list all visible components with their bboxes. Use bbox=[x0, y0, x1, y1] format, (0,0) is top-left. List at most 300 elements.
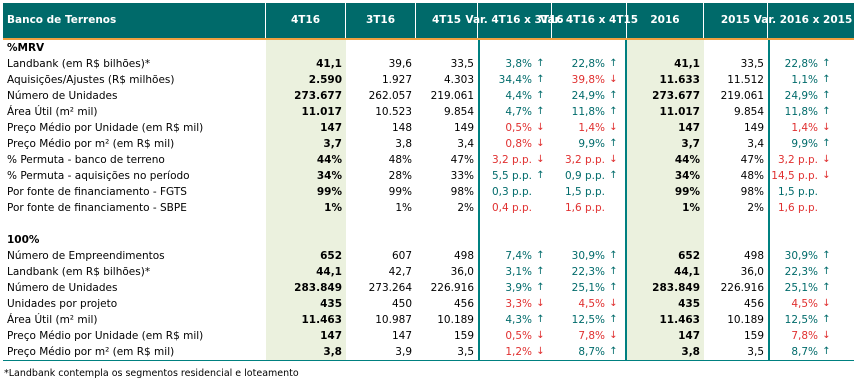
row-label: % Permuta - banco de terreno bbox=[7, 154, 165, 166]
variation-value: 12,5% bbox=[571, 314, 605, 326]
footnote: *Landbank contempla os segmentos residencial e loteamento bbox=[4, 368, 299, 379]
variation-value: 8,7% bbox=[791, 346, 818, 358]
value-2015: 33,5 bbox=[740, 58, 764, 70]
var-4t16-3t16 bbox=[478, 200, 552, 216]
variation-value: 3,2 p.p. bbox=[491, 154, 532, 166]
value-3t16: 28% bbox=[388, 170, 412, 182]
var-4t16-3t16 bbox=[478, 72, 552, 88]
section-spacer bbox=[627, 40, 704, 56]
var-4t16-3t16 bbox=[478, 296, 552, 312]
value-2016: 1% bbox=[627, 200, 704, 216]
arrow-down-icon: ↓ bbox=[536, 122, 545, 133]
variation-value: 22,8% bbox=[571, 58, 605, 70]
header-title: Banco de Terrenos bbox=[3, 3, 266, 38]
var-4t16-4t15 bbox=[552, 296, 627, 312]
value-3t16: 3,8 bbox=[395, 138, 412, 150]
gap-cell bbox=[478, 216, 552, 232]
header-2016: 2016 bbox=[627, 3, 704, 38]
value-4t16: 652 bbox=[266, 248, 346, 264]
variation-value: 9,9% bbox=[791, 138, 818, 150]
value-2016: 3,7 bbox=[627, 136, 704, 152]
table-row bbox=[3, 344, 854, 361]
variation-value: 1,5 p.p. bbox=[564, 186, 605, 198]
value-4t15: 226.916 bbox=[430, 282, 474, 294]
value-3t16: 1.927 bbox=[381, 74, 412, 86]
var-4t16-3t16 bbox=[478, 312, 552, 328]
value-4t15: 159 bbox=[453, 330, 474, 342]
variation-value: 30,9% bbox=[571, 250, 605, 262]
row-label: Preço Médio por m² (em R$ mil) bbox=[7, 346, 175, 358]
gap-cell bbox=[346, 216, 416, 232]
value-2015: 2% bbox=[747, 202, 764, 214]
variation-value: 11,8% bbox=[571, 106, 605, 118]
value-2015: 11.512 bbox=[727, 74, 764, 86]
variation-value: 22,3% bbox=[571, 266, 605, 278]
section-spacer bbox=[266, 40, 346, 56]
table-row bbox=[3, 136, 854, 152]
var-2016-2015 bbox=[768, 312, 838, 328]
var-4t16-4t15 bbox=[552, 136, 627, 152]
value-4t16: 99% bbox=[266, 184, 346, 200]
value-2015: 226.916 bbox=[720, 282, 764, 294]
variation-value: 5,5 p.p. bbox=[491, 170, 532, 182]
row-label: Por fonte de financiamento - SBPE bbox=[7, 202, 187, 214]
table-row bbox=[3, 264, 854, 280]
arrow-up-icon: ↑ bbox=[822, 266, 831, 277]
value-4t16: 435 bbox=[266, 296, 346, 312]
section-spacer bbox=[768, 232, 838, 248]
variation-value: 4,5% bbox=[578, 298, 605, 310]
arrow-up-icon: ↑ bbox=[536, 58, 545, 69]
var-4t16-3t16 bbox=[478, 344, 552, 360]
section-spacer bbox=[768, 40, 838, 56]
section-spacer bbox=[266, 232, 346, 248]
value-2016: 435 bbox=[627, 296, 704, 312]
arrow-down-icon: ↓ bbox=[609, 122, 618, 133]
value-2015: 456 bbox=[743, 298, 764, 310]
arrow-up-icon: ↑ bbox=[536, 282, 545, 293]
var-2016-2015 bbox=[768, 72, 838, 88]
variation-value: 4,5% bbox=[791, 298, 818, 310]
row-label: Área Útil (m² mil) bbox=[7, 314, 98, 326]
var-4t16-4t15 bbox=[552, 120, 627, 136]
row-label: % Permuta - aquisições no período bbox=[7, 170, 190, 182]
var-4t16-3t16 bbox=[478, 328, 552, 344]
table-row bbox=[3, 168, 854, 184]
value-3t16: 10.987 bbox=[375, 314, 412, 326]
table-row bbox=[3, 56, 854, 72]
no-arrow-spacer bbox=[821, 200, 832, 216]
header-var-4t16-4t15: Var. 4T16 x 4T15 bbox=[552, 3, 627, 38]
value-4t15: 4.303 bbox=[443, 74, 474, 86]
header-4t15: 4T15 bbox=[416, 3, 478, 38]
value-4t15: 2% bbox=[457, 202, 474, 214]
variation-value: 12,5% bbox=[784, 314, 818, 326]
table-row bbox=[3, 88, 854, 104]
arrow-down-icon: ↓ bbox=[609, 154, 618, 165]
arrow-up-icon: ↑ bbox=[822, 74, 831, 85]
var-4t16-3t16 bbox=[478, 120, 552, 136]
value-3t16: 147 bbox=[391, 330, 412, 342]
var-4t16-3t16 bbox=[478, 152, 552, 168]
var-4t16-4t15 bbox=[552, 312, 627, 328]
var-2016-2015 bbox=[768, 344, 838, 360]
section-spacer bbox=[627, 232, 704, 248]
variation-value: 1,4% bbox=[791, 122, 818, 134]
section-spacer bbox=[416, 232, 478, 248]
var-4t16-4t15 bbox=[552, 344, 627, 360]
arrow-down-icon: ↓ bbox=[609, 330, 618, 341]
value-4t16: 34% bbox=[266, 168, 346, 184]
var-2016-2015 bbox=[768, 120, 838, 136]
arrow-up-icon: ↑ bbox=[609, 138, 618, 149]
value-2015: 10.189 bbox=[727, 314, 764, 326]
value-2015: 219.061 bbox=[720, 90, 764, 102]
variation-value: 3,2 p.p. bbox=[564, 154, 605, 166]
value-4t16: 147 bbox=[266, 120, 346, 136]
no-arrow-spacer bbox=[535, 184, 546, 200]
variation-value: 1,1% bbox=[791, 74, 818, 86]
table-row bbox=[3, 104, 854, 120]
value-2015: 9.854 bbox=[733, 106, 764, 118]
variation-value: 3,9% bbox=[505, 282, 532, 294]
var-4t16-3t16 bbox=[478, 264, 552, 280]
value-2016: 99% bbox=[627, 184, 704, 200]
arrow-up-icon: ↑ bbox=[609, 58, 618, 69]
var-4t16-3t16 bbox=[478, 136, 552, 152]
value-2016: 44% bbox=[627, 152, 704, 168]
var-2016-2015 bbox=[768, 200, 838, 216]
variation-value: 1,2% bbox=[505, 346, 532, 358]
row-label: Área Útil (m² mil) bbox=[7, 106, 98, 118]
section-spacer bbox=[552, 40, 627, 56]
arrow-down-icon: ↓ bbox=[609, 298, 618, 309]
arrow-up-icon: ↑ bbox=[536, 314, 545, 325]
table-row bbox=[3, 152, 854, 168]
value-2015: 498 bbox=[743, 250, 764, 262]
var-2016-2015 bbox=[768, 264, 838, 280]
row-label: Preço Médio por Unidade (em R$ mil) bbox=[7, 122, 204, 134]
arrow-up-icon: ↑ bbox=[536, 90, 545, 101]
arrow-up-icon: ↑ bbox=[609, 90, 618, 101]
table-row bbox=[3, 296, 854, 312]
variation-value: 1,6 p.p. bbox=[564, 202, 605, 214]
value-2015: 3,4 bbox=[747, 138, 764, 150]
arrow-up-icon: ↑ bbox=[536, 74, 545, 85]
value-4t16: 11.463 bbox=[266, 312, 346, 328]
var-4t16-3t16 bbox=[478, 88, 552, 104]
var-2016-2015 bbox=[768, 168, 838, 184]
var-4t16-4t15 bbox=[552, 328, 627, 344]
arrow-up-icon: ↑ bbox=[822, 346, 831, 357]
table-row bbox=[3, 312, 854, 328]
header-2015: 2015 bbox=[704, 3, 768, 38]
var-4t16-3t16 bbox=[478, 248, 552, 264]
arrow-up-icon: ↑ bbox=[609, 250, 618, 261]
arrow-up-icon: ↑ bbox=[822, 314, 831, 325]
variation-value: 24,9% bbox=[784, 90, 818, 102]
section-spacer bbox=[478, 232, 552, 248]
no-arrow-spacer bbox=[821, 184, 832, 200]
var-4t16-4t15 bbox=[552, 184, 627, 200]
gap-cell bbox=[266, 216, 346, 232]
variation-value: 0,8% bbox=[505, 138, 532, 150]
value-3t16: 10.523 bbox=[375, 106, 412, 118]
section-spacer bbox=[478, 40, 552, 56]
value-4t15: 33,5 bbox=[450, 58, 474, 70]
arrow-up-icon: ↑ bbox=[609, 314, 618, 325]
variation-value: 4,3% bbox=[505, 314, 532, 326]
table-row bbox=[3, 120, 854, 136]
var-2016-2015 bbox=[768, 136, 838, 152]
variation-value: 14,5 p.p. bbox=[771, 170, 818, 182]
arrow-up-icon: ↑ bbox=[536, 250, 545, 261]
table-row bbox=[3, 328, 854, 344]
row-label: Landbank (em R$ bilhões)* bbox=[7, 58, 151, 70]
arrow-down-icon: ↓ bbox=[536, 298, 545, 309]
section-spacer bbox=[346, 40, 416, 56]
arrow-up-icon: ↑ bbox=[822, 282, 831, 293]
row-label: Preço Médio por Unidade (em R$ mil) bbox=[7, 330, 204, 342]
gap-cell bbox=[3, 216, 266, 232]
variation-value: 7,4% bbox=[505, 250, 532, 262]
value-2016: 3,8 bbox=[627, 344, 704, 360]
value-2015: 98% bbox=[740, 186, 764, 198]
value-3t16: 48% bbox=[388, 154, 412, 166]
var-2016-2015 bbox=[768, 328, 838, 344]
value-2015: 3,5 bbox=[747, 346, 764, 358]
row-label: Número de Unidades bbox=[7, 90, 118, 102]
gap-cell bbox=[416, 216, 478, 232]
var-2016-2015 bbox=[768, 296, 838, 312]
no-arrow-spacer bbox=[608, 200, 619, 216]
arrow-down-icon: ↓ bbox=[822, 170, 831, 181]
value-4t15: 9.854 bbox=[443, 106, 474, 118]
var-4t16-4t15 bbox=[552, 280, 627, 296]
arrow-up-icon: ↑ bbox=[822, 106, 831, 117]
section-title: 100% bbox=[7, 234, 40, 246]
section-spacer bbox=[552, 232, 627, 248]
variation-value: 3,3% bbox=[505, 298, 532, 310]
header-var-4t16-3t16: Var. 4T16 x 3T16 bbox=[478, 3, 552, 38]
value-3t16: 1% bbox=[395, 202, 412, 214]
variation-value: 25,1% bbox=[784, 282, 818, 294]
no-arrow-spacer bbox=[608, 184, 619, 200]
section-gap bbox=[3, 216, 854, 232]
variation-value: 8,7% bbox=[578, 346, 605, 358]
row-label: Por fonte de financiamento - FGTS bbox=[7, 186, 187, 198]
var-4t16-4t15 bbox=[552, 152, 627, 168]
var-4t16-4t15 bbox=[552, 248, 627, 264]
variation-value: 7,8% bbox=[578, 330, 605, 342]
value-2015: 48% bbox=[740, 170, 764, 182]
arrow-up-icon: ↑ bbox=[822, 90, 831, 101]
value-4t16: 41,1 bbox=[266, 56, 346, 72]
arrow-down-icon: ↓ bbox=[536, 138, 545, 149]
arrow-down-icon: ↓ bbox=[822, 122, 831, 133]
arrow-down-icon: ↓ bbox=[609, 74, 618, 85]
table-row bbox=[3, 184, 854, 200]
value-4t15: 10.189 bbox=[437, 314, 474, 326]
value-4t16: 44% bbox=[266, 152, 346, 168]
var-2016-2015 bbox=[768, 152, 838, 168]
arrow-up-icon: ↑ bbox=[609, 170, 618, 181]
variation-value: 4,7% bbox=[505, 106, 532, 118]
gap-cell bbox=[768, 216, 838, 232]
value-3t16: 39,6 bbox=[388, 58, 412, 70]
value-4t16: 1% bbox=[266, 200, 346, 216]
row-label: Unidades por projeto bbox=[7, 298, 118, 310]
var-4t16-4t15 bbox=[552, 88, 627, 104]
value-3t16: 148 bbox=[391, 122, 412, 134]
value-4t16: 273.677 bbox=[266, 88, 346, 104]
value-2016: 11.633 bbox=[627, 72, 704, 88]
value-4t16: 2.590 bbox=[266, 72, 346, 88]
value-4t15: 456 bbox=[453, 298, 474, 310]
variation-value: 0,3 p.p. bbox=[491, 186, 532, 198]
var-4t16-3t16 bbox=[478, 56, 552, 72]
section-spacer bbox=[704, 232, 768, 248]
value-2016: 147 bbox=[627, 328, 704, 344]
value-2016: 41,1 bbox=[627, 56, 704, 72]
value-3t16: 607 bbox=[391, 250, 412, 262]
var-4t16-4t15 bbox=[552, 168, 627, 184]
value-4t15: 33% bbox=[450, 170, 474, 182]
var-4t16-3t16 bbox=[478, 104, 552, 120]
arrow-down-icon: ↓ bbox=[822, 330, 831, 341]
header-4t16: 4T16 bbox=[266, 3, 346, 38]
variation-value: 30,9% bbox=[784, 250, 818, 262]
variation-value: 3,2 p.p. bbox=[777, 154, 818, 166]
row-label: Landbank (em R$ bilhões)* bbox=[7, 266, 151, 278]
table-body bbox=[3, 38, 854, 361]
var-4t16-4t15 bbox=[552, 56, 627, 72]
var-2016-2015 bbox=[768, 280, 838, 296]
value-2016: 283.849 bbox=[627, 280, 704, 296]
variation-value: 0,4 p.p. bbox=[491, 202, 532, 214]
var-4t16-4t15 bbox=[552, 264, 627, 280]
value-4t16: 3,8 bbox=[266, 344, 346, 360]
section-spacer bbox=[346, 232, 416, 248]
value-3t16: 273.264 bbox=[368, 282, 412, 294]
variation-value: 3,8% bbox=[505, 58, 532, 70]
table-row bbox=[3, 280, 854, 296]
var-4t16-3t16 bbox=[478, 184, 552, 200]
row-label: Número de Unidades bbox=[7, 282, 118, 294]
value-4t15: 98% bbox=[450, 186, 474, 198]
arrow-down-icon: ↓ bbox=[822, 154, 831, 165]
variation-value: 34,4% bbox=[498, 74, 532, 86]
variation-value: 25,1% bbox=[571, 282, 605, 294]
var-4t16-3t16 bbox=[478, 280, 552, 296]
value-2016: 652 bbox=[627, 248, 704, 264]
variation-value: 39,8% bbox=[571, 74, 605, 86]
table-header bbox=[3, 3, 854, 38]
var-4t16-3t16 bbox=[478, 168, 552, 184]
row-label: Preço Médio por m² (em R$ mil) bbox=[7, 138, 175, 150]
arrow-up-icon: ↑ bbox=[536, 106, 545, 117]
arrow-down-icon: ↓ bbox=[536, 346, 545, 357]
value-4t15: 149 bbox=[453, 122, 474, 134]
value-4t15: 498 bbox=[453, 250, 474, 262]
value-4t16: 3,7 bbox=[266, 136, 346, 152]
variation-value: 1,5 p.p. bbox=[777, 186, 818, 198]
var-4t16-4t15 bbox=[552, 200, 627, 216]
value-4t15: 47% bbox=[450, 154, 474, 166]
value-4t16: 147 bbox=[266, 328, 346, 344]
value-2015: 159 bbox=[743, 330, 764, 342]
variation-value: 22,3% bbox=[784, 266, 818, 278]
value-2015: 47% bbox=[740, 154, 764, 166]
section-title-row bbox=[3, 38, 854, 56]
row-label: Número de Empreendimentos bbox=[7, 250, 165, 262]
value-2016: 34% bbox=[627, 168, 704, 184]
value-4t15: 3,5 bbox=[457, 346, 474, 358]
var-2016-2015 bbox=[768, 104, 838, 120]
value-3t16: 42,7 bbox=[388, 266, 412, 278]
variation-value: 1,4% bbox=[578, 122, 605, 134]
gap-cell bbox=[552, 216, 627, 232]
row-label: Aquisições/Ajustes (R$ milhões) bbox=[7, 74, 175, 86]
section-spacer bbox=[416, 40, 478, 56]
arrow-up-icon: ↑ bbox=[822, 250, 831, 261]
value-2016: 147 bbox=[627, 120, 704, 136]
arrow-up-icon: ↑ bbox=[609, 346, 618, 357]
value-3t16: 262.057 bbox=[368, 90, 412, 102]
var-4t16-4t15 bbox=[552, 72, 627, 88]
table-row bbox=[3, 248, 854, 264]
arrow-up-icon: ↑ bbox=[536, 170, 545, 181]
value-3t16: 99% bbox=[388, 186, 412, 198]
arrow-down-icon: ↓ bbox=[822, 298, 831, 309]
variation-value: 24,9% bbox=[571, 90, 605, 102]
var-2016-2015 bbox=[768, 88, 838, 104]
value-2016: 11.463 bbox=[627, 312, 704, 328]
arrow-down-icon: ↓ bbox=[536, 154, 545, 165]
variation-value: 4,4% bbox=[505, 90, 532, 102]
arrow-up-icon: ↑ bbox=[536, 266, 545, 277]
variation-value: 7,8% bbox=[791, 330, 818, 342]
value-3t16: 3,9 bbox=[395, 346, 412, 358]
variation-value: 1,6 p.p. bbox=[777, 202, 818, 214]
arrow-up-icon: ↑ bbox=[609, 106, 618, 117]
variation-value: 3,1% bbox=[505, 266, 532, 278]
value-2016: 273.677 bbox=[627, 88, 704, 104]
value-2015: 36,0 bbox=[740, 266, 764, 278]
var-2016-2015 bbox=[768, 56, 838, 72]
var-4t16-4t15 bbox=[552, 104, 627, 120]
value-4t15: 3,4 bbox=[457, 138, 474, 150]
variation-value: 0,5% bbox=[505, 122, 532, 134]
arrow-up-icon: ↑ bbox=[609, 266, 618, 277]
section-title-row bbox=[3, 232, 854, 248]
value-4t15: 36,0 bbox=[450, 266, 474, 278]
header-var-2016-2015: Var. 2016 x 2015 bbox=[753, 14, 853, 26]
variation-value: 9,9% bbox=[578, 138, 605, 150]
section-spacer bbox=[704, 40, 768, 56]
table-row bbox=[3, 200, 854, 216]
value-2015: 149 bbox=[743, 122, 764, 134]
header-3t16: 3T16 bbox=[346, 3, 416, 38]
variation-value: 11,8% bbox=[784, 106, 818, 118]
variation-value: 0,9 p.p. bbox=[564, 170, 605, 182]
table-row bbox=[3, 72, 854, 88]
arrow-up-icon: ↑ bbox=[822, 138, 831, 149]
value-4t15: 219.061 bbox=[430, 90, 474, 102]
variation-value: 0,5% bbox=[505, 330, 532, 342]
value-4t16: 11.017 bbox=[266, 104, 346, 120]
gap-cell bbox=[704, 216, 768, 232]
